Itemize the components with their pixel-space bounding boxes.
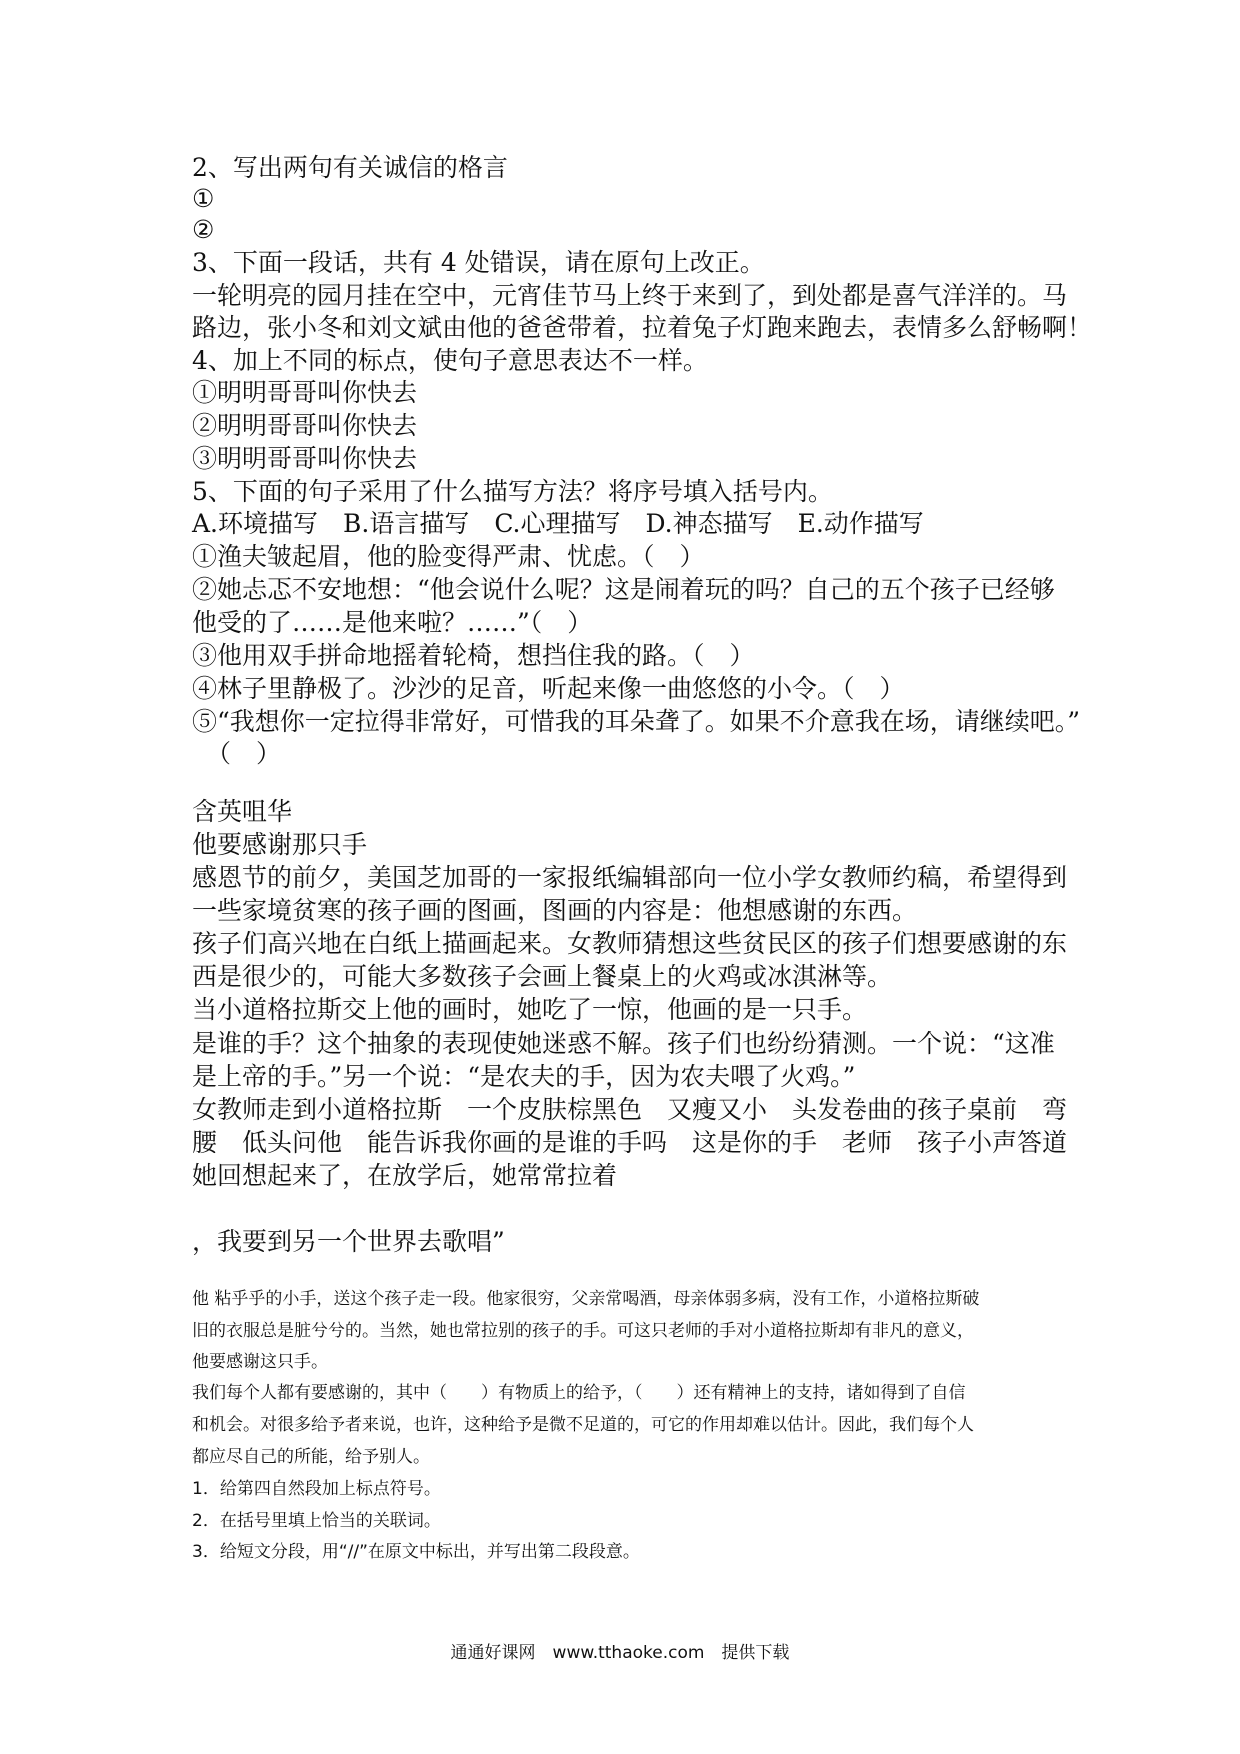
exercise-line: ①渔夫皱起眉，他的脸变得严肃、忧虑。（ ） <box>192 542 705 571</box>
passage-line: 腰 低头问他 能告诉我你画的是谁的手吗 这是你的手 老师 孩子小声答道 <box>192 1128 1068 1157</box>
small-text-line: 2．在括号里填上恰当的关联词。 <box>192 1511 441 1531</box>
exercise-line: A.环境描写 B.语言描写 C.心理描写 D.神态描写 E.动作描写 <box>192 509 924 538</box>
exercise-line: 一轮明亮的园月挂在空中，元宵佳节马上终于来到了，到处都是喜气洋洋的。马 <box>192 281 1068 310</box>
section-title: 含英咀华 <box>192 797 293 826</box>
small-text-line: 他要感谢这只手。 <box>192 1352 328 1372</box>
exercise-line: ③他用双手拼命地摇着轮椅，想挡住我的路。（ ） <box>192 641 755 670</box>
passage-line: 感恩节的前夕，美国芝加哥的一家报纸编辑部向一位小学女教师约稿，希望得到 <box>192 863 1068 892</box>
exercise-line: （ ） <box>206 739 282 768</box>
small-text-line: 1．给第四自然段加上标点符号。 <box>192 1479 441 1499</box>
passage-line: 是谁的手？这个抽象的表现使她迷惑不解。孩子们也纷纷猜测。一个说：“这准 <box>192 1029 1055 1058</box>
story-title: 他要感谢那只手 <box>192 830 368 859</box>
exercise-line: ② <box>192 215 215 244</box>
exercise-line: 5、下面的句子采用了什么描写方法？将序号填入括号内。 <box>192 477 833 506</box>
passage-line: 一些家境贫寒的孩子画的图画，图画的内容是：他想感谢的东西。 <box>192 896 918 925</box>
exercise-line: 2、写出两句有关诚信的格言 <box>192 153 508 182</box>
small-text-line: 旧的衣服总是脏兮兮的。当然，她也常拉别的孩子的手。可这只老师的手对小道格拉斯却有非凡的意义， <box>192 1321 974 1341</box>
passage-line: 是上帝的手。”另一个说：“是农夫的手，因为农夫喂了火鸡。” <box>192 1062 856 1091</box>
exercise-line: ②明明哥哥叫你快去 <box>192 411 418 440</box>
exercise-line: 3、下面一段话，共有 4 处错误，请在原句上改正。 <box>192 248 765 277</box>
exercise-line: ②她忐忑不安地想：“他会说什么呢？这是闹着玩的吗？自己的五个孩子已经够 <box>192 575 1055 604</box>
passage-line: 西是很少的，可能大多数孩子会画上餐桌上的火鸡或冰淇淋等。 <box>192 962 893 991</box>
passage-line: 当小道格拉斯交上他的画时，她吃了一惊，他画的是一只手。 <box>192 995 868 1024</box>
exercise-line: ⑤“我想你一定拉得非常好，可惜我的耳朵聋了。如果不介意我在场，请继续吧。” <box>192 707 1081 736</box>
small-text-line: 3．给短文分段，用“//”在原文中标出，并写出第二段段意。 <box>192 1542 640 1562</box>
exercise-line: 路边，张小冬和刘文斌由他的爸爸带着，拉着兔子灯跑来跑去，表情多么舒畅啊！ <box>192 313 1093 342</box>
small-text-line: 他 粘乎乎的小手，送这个孩子走一段。他家很穷，父亲常喝酒，母亲体弱多病，没有工作，小道格拉斯破 <box>192 1289 980 1309</box>
exercise-line: ① <box>192 184 215 213</box>
small-text-line: 都应尽自己的所能，给予别人。 <box>192 1447 430 1467</box>
song-fragment-line: ，我要到另一个世界去歌唱” <box>192 1227 505 1256</box>
passage-line: 她回想起来了，在放学后，她常常拉着 <box>192 1161 618 1190</box>
exercise-line: ③明明哥哥叫你快去 <box>192 444 418 473</box>
exercise-line: 他受的了……是他来啦？……”（ ） <box>192 608 593 637</box>
footer-credit: 通通好课网 www.tthaoke.com 提供下载 <box>450 1643 790 1663</box>
passage-line: 孩子们高兴地在白纸上描画起来。女教师猜想这些贫民区的孩子们想要感谢的东 <box>192 929 1068 958</box>
exercise-line: ①明明哥哥叫你快去 <box>192 378 418 407</box>
small-text-line: 和机会。对很多给予者来说，也许，这种给予是微不足道的，可它的作用却难以估计。因此，我们每个人 <box>192 1415 974 1435</box>
passage-line: 女教师走到小道格拉斯 一个皮肤棕黑色 又瘦又小 头发卷曲的孩子桌前 弯 <box>192 1095 1068 1124</box>
small-text-line: 我们每个人都有要感谢的，其中（ ）有物质上的给予，（ ）还有精神上的支持，诸如得到了自信 <box>192 1383 966 1403</box>
exercise-line: ④林子里静极了。沙沙的足音，听起来像一曲悠悠的小令。（ ） <box>192 674 905 703</box>
exercise-line: 4、加上不同的标点，使句子意思表达不一样。 <box>192 346 708 375</box>
